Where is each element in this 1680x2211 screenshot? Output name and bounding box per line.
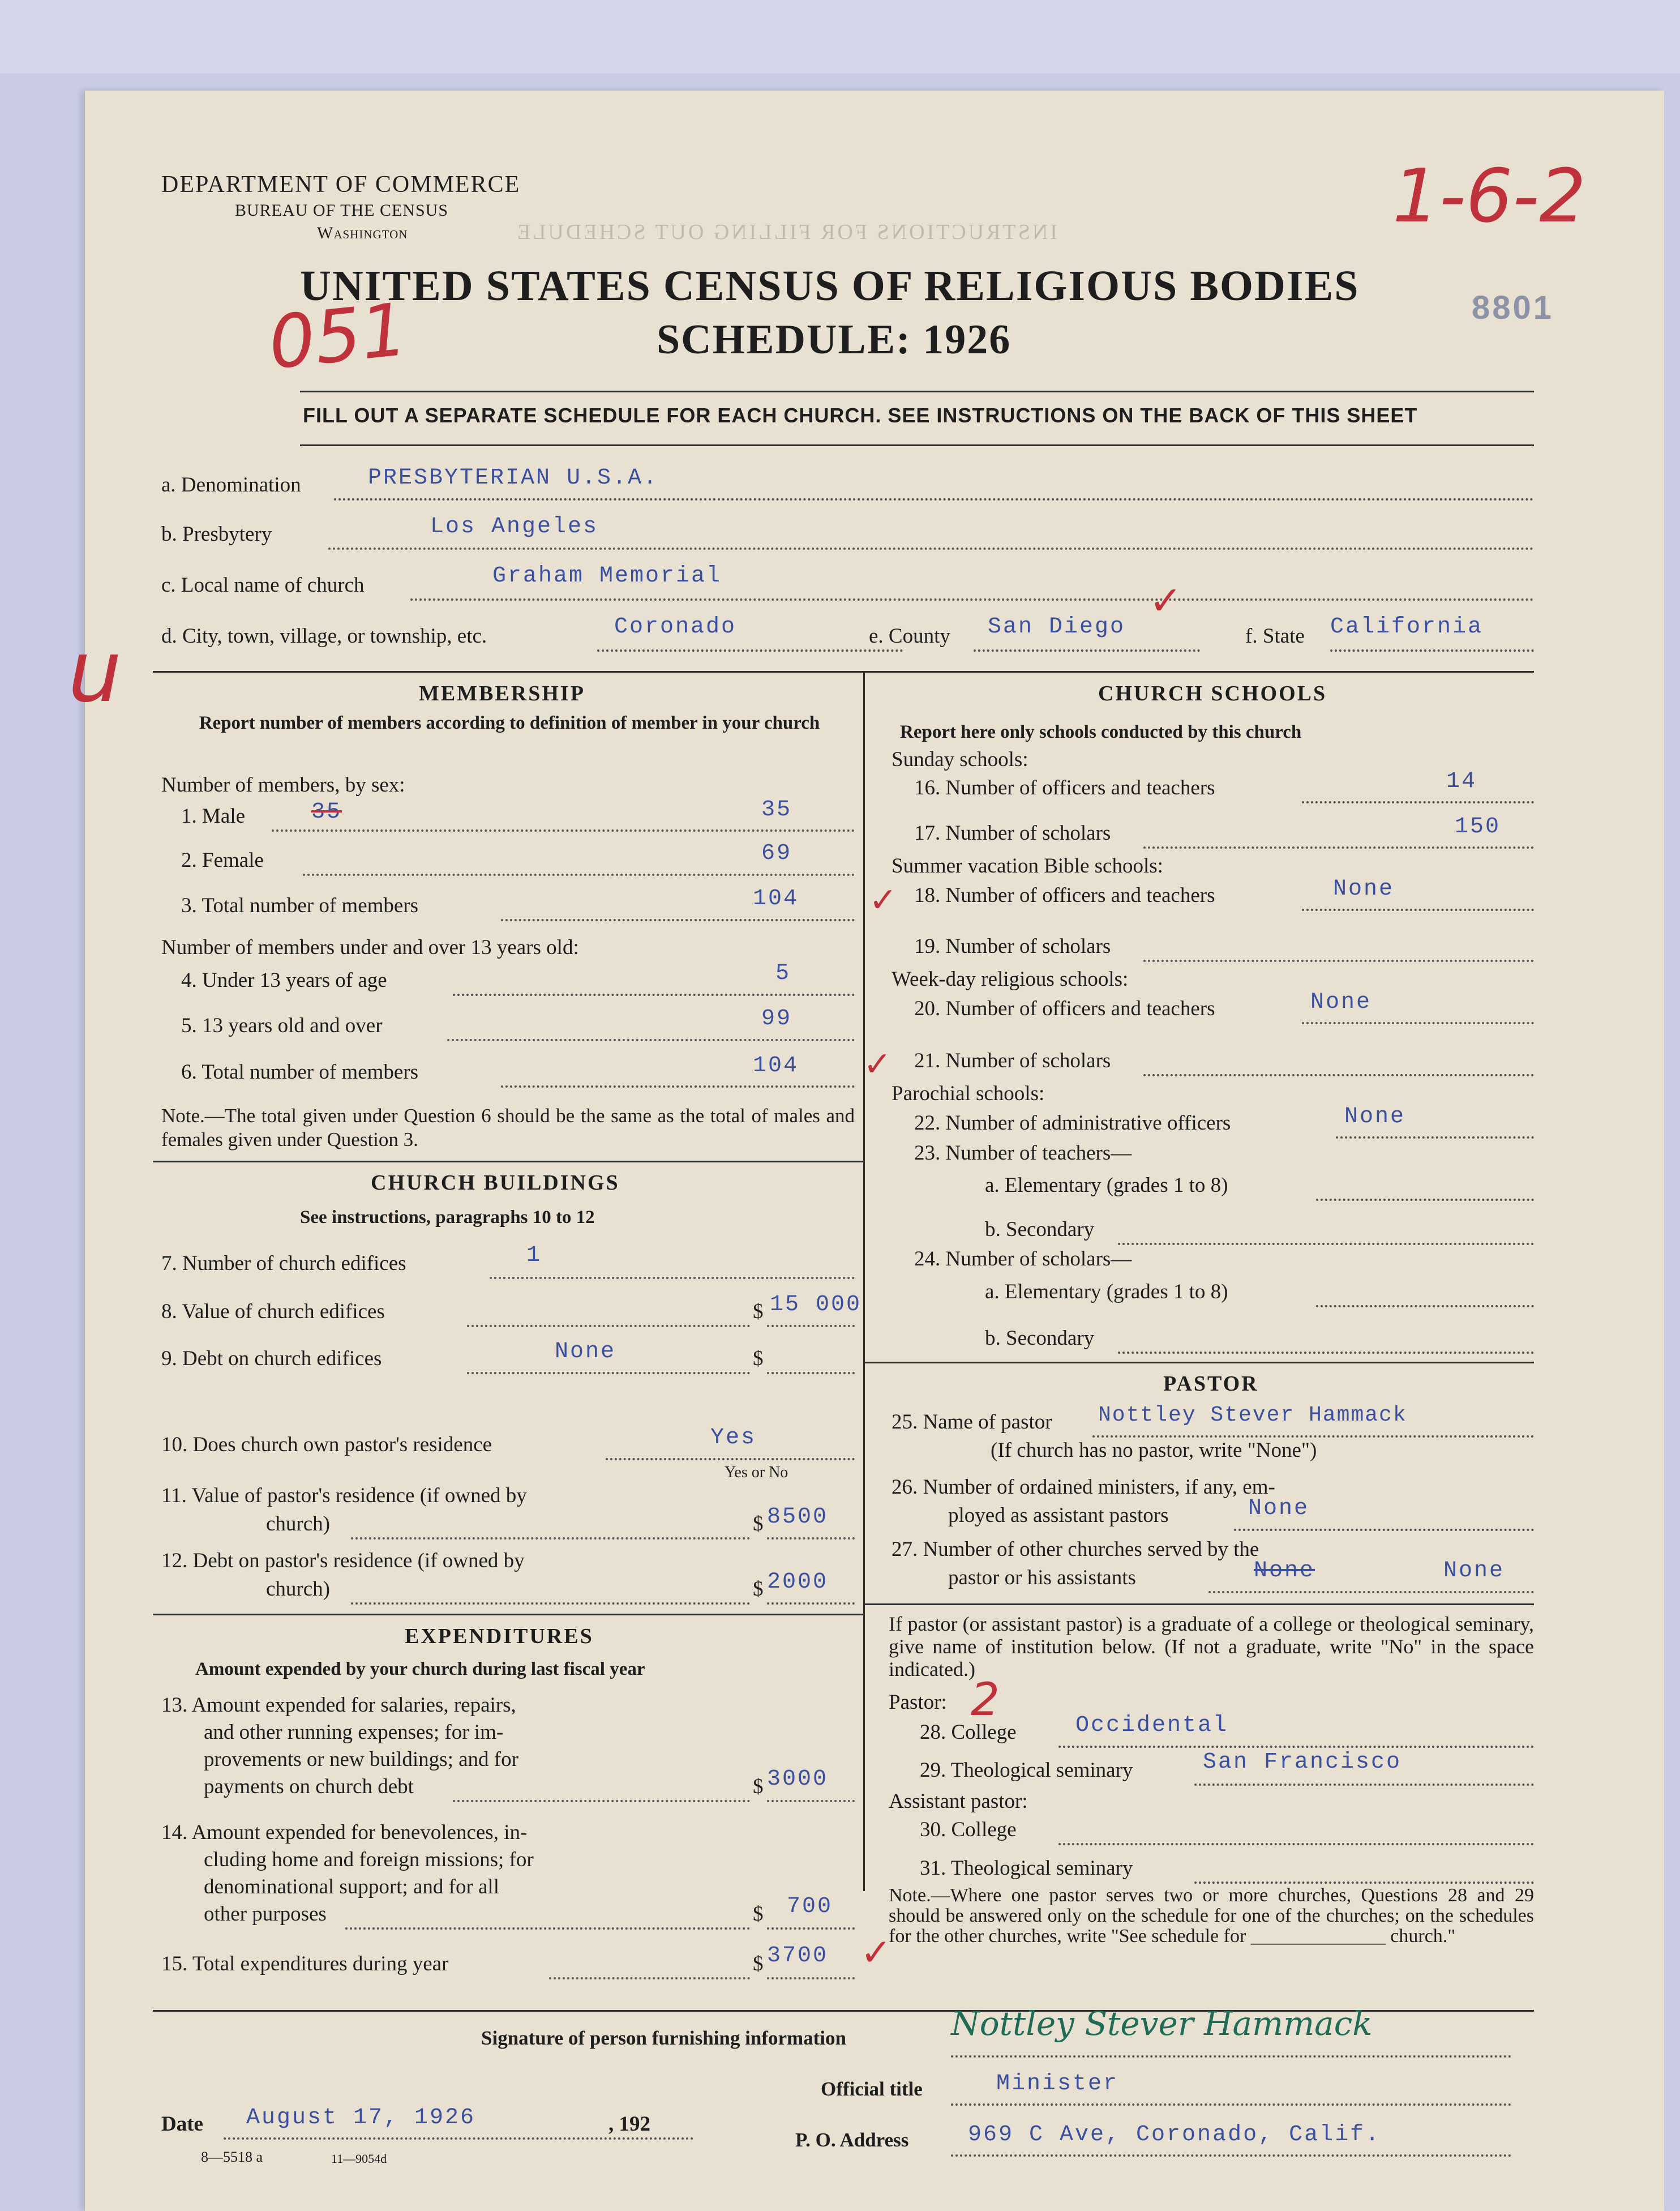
q22-value[interactable]: None <box>1344 1104 1406 1130</box>
q18-value[interactable]: None <box>1333 876 1395 902</box>
total-members-2-label: 6. Total number of members <box>181 1060 419 1084</box>
print-number: 11—9054d <box>331 2152 387 2166</box>
q23a-label: a. Elementary (grades 1 to 8) <box>985 1174 1228 1197</box>
over13-value[interactable]: 99 <box>761 1006 792 1032</box>
total-members-value[interactable]: 104 <box>753 886 799 912</box>
q14-line-2: cluding home and foreign missions; for <box>204 1848 534 1871</box>
under13-value[interactable]: 5 <box>775 961 791 986</box>
q15-label: 15. Total expenditures during year <box>161 1952 449 1975</box>
local-name-label: c. Local name of church <box>161 574 365 597</box>
parochial-label: Parochial schools: <box>892 1082 1045 1105</box>
q20-value[interactable]: None <box>1310 990 1372 1015</box>
q23b-label: b. Secondary <box>985 1218 1095 1241</box>
edifices-worth-value[interactable]: 15 000 <box>770 1292 862 1318</box>
q15-value[interactable]: 3700 <box>767 1943 829 1969</box>
residence-debt-label-1: 12. Debt on pastor's residence (if owned by <box>161 1549 525 1572</box>
schedule-year: SCHEDULE: 1926 <box>657 317 1012 363</box>
q28-value[interactable]: Occidental <box>1075 1713 1229 1738</box>
graduate-note: If pastor (or assistant pastor) is a graduate of a college or theological seminary, give name of institution below. (If not a graduate, write "No" in the space indicated.) <box>889 1613 1534 1680</box>
q27-value[interactable]: None <box>1443 1558 1505 1584</box>
q31-label: 31. Theological seminary <box>920 1857 1133 1880</box>
address-label: P. O. Address <box>795 2129 909 2151</box>
bureau-city: Washington <box>317 224 408 242</box>
residence-value[interactable]: Yes <box>710 1425 757 1451</box>
edifices-debt-value[interactable]: None <box>555 1339 616 1365</box>
q25-value[interactable]: Nottley Stever Hammack <box>1098 1403 1407 1427</box>
residence-debt-label-2: church) <box>266 1577 330 1601</box>
edifices-value-label: 8. Value of church edifices <box>161 1300 385 1323</box>
presbytery-label: b. Presbytery <box>161 523 272 546</box>
scan-background <box>0 0 1680 74</box>
buildings-subheading: See instructions, paragraphs 10 to 12 <box>300 1207 595 1228</box>
residence-worth-value[interactable]: 8500 <box>767 1504 829 1530</box>
q14-value[interactable]: 700 <box>787 1894 833 1919</box>
census-schedule-form <box>68 91 1664 2211</box>
edifices-value[interactable]: 1 <box>526 1243 542 1268</box>
q26-value[interactable]: None <box>1248 1496 1310 1521</box>
weekday-label: Week-day religious schools: <box>892 968 1129 991</box>
pastor-label: Pastor: <box>889 1691 947 1714</box>
membership-subheading: Report number of members according to definition of member in your church <box>199 713 820 733</box>
dollar-sign: $ <box>753 1512 764 1536</box>
total-members-label: 3. Total number of members <box>181 894 419 917</box>
address-value[interactable]: 969 C Ave, Coronado, Calif. <box>968 2122 1381 2148</box>
year-suffix: , 192 <box>608 2112 650 2136</box>
membership-note: Note.—The total given under Question 6 should be the same as the total of males and females given under Question 3. <box>161 1105 855 1151</box>
department-name: DEPARTMENT OF COMMERCE <box>161 172 521 198</box>
handwritten-serial: 051 <box>264 287 412 386</box>
residence-value-label-1: 11. Value of pastor's residence (if owned by <box>161 1484 527 1507</box>
sunday-label: Sunday schools: <box>892 748 1028 771</box>
q13-line-4: payments on church debt <box>204 1775 414 1798</box>
handwritten-top-right: 1-6-2 <box>1392 153 1586 239</box>
dollar-sign: $ <box>753 1902 764 1926</box>
dollar-sign: $ <box>753 1347 764 1370</box>
edifices-label: 7. Number of church edifices <box>161 1252 406 1275</box>
q17-label: 17. Number of scholars <box>914 822 1111 845</box>
q20-label: 20. Number of officers and teachers <box>914 997 1215 1020</box>
q30-label: 30. College <box>920 1818 1017 1841</box>
q13-line-3: provements or new buildings; and for <box>204 1748 518 1771</box>
q13-value[interactable]: 3000 <box>767 1767 829 1792</box>
q13-line-1: 13. Amount expended for salaries, repairs, <box>161 1693 516 1717</box>
signature-label: Signature of person furnishing information <box>481 2027 846 2049</box>
q23-label: 23. Number of teachers— <box>914 1141 1132 1165</box>
q29-value[interactable]: San Francisco <box>1203 1750 1402 1775</box>
edifices-debt-label: 9. Debt on church edifices <box>161 1347 382 1370</box>
q24b-label: b. Secondary <box>985 1327 1095 1350</box>
residence-label: 10. Does church own pastor's residence <box>161 1433 492 1456</box>
assistant-pastor-label: Assistant pastor: <box>889 1790 1028 1813</box>
stamp-number: 8801 <box>1472 289 1554 326</box>
expenditures-subheading: Amount expended by your church during last fiscal year <box>195 1659 645 1679</box>
county-value[interactable]: San Diego <box>988 614 1126 640</box>
presbytery-value[interactable]: Los Angeles <box>430 514 599 540</box>
q21-label: 21. Number of scholars <box>914 1049 1111 1072</box>
city-label: d. City, town, village, or township, etc. <box>161 625 487 648</box>
over13-label: 5. 13 years old and over <box>181 1014 383 1037</box>
membership-heading: MEMBERSHIP <box>419 682 585 705</box>
female-label: 2. Female <box>181 849 264 872</box>
reverse-side-heading: INSTRUCTIONS FOR FILLING OUT SCHEDULE <box>515 220 1057 244</box>
date-label: Date <box>161 2112 203 2136</box>
city-value[interactable]: Coronado <box>614 614 737 640</box>
q18-label: 18. Number of officers and teachers <box>914 884 1215 907</box>
q24-label: 24. Number of scholars— <box>914 1247 1132 1271</box>
form-number: 8—5518 a <box>201 2149 263 2165</box>
schools-subheading: Report here only schools conducted by this church <box>900 722 1302 742</box>
q25-label: 25. Name of pastor <box>892 1410 1052 1434</box>
q27-label-2: pastor or his assistants <box>948 1566 1136 1589</box>
q16-label: 16. Number of officers and teachers <box>914 776 1215 799</box>
q16-value[interactable]: 14 <box>1446 769 1477 794</box>
handwritten-pastor-mark: 2 <box>971 1673 1000 1726</box>
q26-label-1: 26. Number of ordained ministers, if any, em- <box>892 1476 1275 1499</box>
signature: Nottley Stever Hammack <box>951 2004 1373 2043</box>
summer-label: Summer vacation Bible schools: <box>892 854 1163 878</box>
state-value[interactable]: California <box>1330 614 1484 640</box>
residence-value-label-2: church) <box>266 1512 330 1536</box>
pastor-heading: PASTOR <box>1163 1372 1259 1396</box>
fill-out-instruction: FILL OUT A SEPARATE SCHEDULE FOR EACH CHURCH. SEE INSTRUCTIONS ON THE BACK OF THIS SHEET <box>303 404 1418 427</box>
by-sex-label: Number of members, by sex: <box>161 773 405 797</box>
schools-heading: CHURCH SCHOOLS <box>1098 682 1327 705</box>
under13-label: 4. Under 13 years of age <box>181 969 387 992</box>
check-mark: ✓ <box>869 880 898 920</box>
age-label: Number of members under and over 13 years old: <box>161 936 579 959</box>
dollar-sign: $ <box>753 1577 764 1601</box>
bureau-name: BUREAU OF THE CENSUS <box>235 201 448 220</box>
total-members-2-value[interactable]: 104 <box>753 1053 799 1079</box>
q14-line-3: denominational support; and for all <box>204 1875 499 1898</box>
county-label: e. County <box>869 625 950 648</box>
expenditures-heading: EXPENDITURES <box>405 1624 594 1648</box>
handwritten-margin-mark: u <box>68 623 122 721</box>
q22-label: 22. Number of administrative officers <box>914 1111 1231 1135</box>
q27-struck-value: None <box>1254 1558 1315 1584</box>
female-value[interactable]: 69 <box>761 841 792 866</box>
q19-label: 19. Number of scholars <box>914 935 1111 958</box>
check-mark: ✓ <box>1149 578 1182 624</box>
residence-debt-value[interactable]: 2000 <box>767 1569 829 1595</box>
q14-line-1: 14. Amount expended for benevolences, in- <box>161 1821 528 1844</box>
pastor-note: Note.—Where one pastor serves two or more churches, Questions 28 and 29 should be answered only on the schedule for one of the churches; on the schedules for the other churches, write "See schedule for ______________ church." <box>889 1885 1534 1947</box>
q28-label: 28. College <box>920 1721 1017 1744</box>
form-title: UNITED STATES CENSUS OF RELIGIOUS BODIES <box>300 262 1360 310</box>
q24a-label: a. Elementary (grades 1 to 8) <box>985 1280 1228 1303</box>
q14-line-4: other purposes <box>204 1902 327 1926</box>
buildings-heading: CHURCH BUILDINGS <box>371 1171 620 1195</box>
official-title-label: Official title <box>821 2078 923 2100</box>
q26-label-2: ployed as assistant pastors <box>948 1504 1169 1527</box>
male-value[interactable]: 35 <box>761 797 792 823</box>
yes-no-hint: Yes or No <box>725 1464 788 1481</box>
local-name-value[interactable]: Graham Memorial <box>492 563 722 589</box>
denomination-value[interactable]: PRESBYTERIAN U.S.A. <box>368 465 659 491</box>
check-mark: ✓ <box>863 1045 892 1084</box>
dollar-sign: $ <box>753 1952 764 1975</box>
official-title-value[interactable]: Minister <box>996 2071 1119 2097</box>
q29-label: 29. Theological seminary <box>920 1759 1133 1782</box>
q17-value[interactable]: 150 <box>1455 814 1501 840</box>
q13-line-2: and other running expenses; for im- <box>204 1721 504 1744</box>
q27-label-1: 27. Number of other churches served by the <box>892 1538 1259 1561</box>
dollar-sign: $ <box>753 1300 764 1323</box>
date-value[interactable]: August 17, 1926 <box>246 2105 476 2131</box>
male-label: 1. Male <box>181 805 246 828</box>
denomination-label: a. Denomination <box>161 473 301 497</box>
q25-hint: (If church has no pastor, write "None") <box>991 1439 1317 1462</box>
dollar-sign: $ <box>753 1775 764 1798</box>
check-mark: ✓ <box>860 1931 892 1974</box>
state-label: f. State <box>1245 625 1305 648</box>
male-struck-value: 35 <box>311 799 342 825</box>
